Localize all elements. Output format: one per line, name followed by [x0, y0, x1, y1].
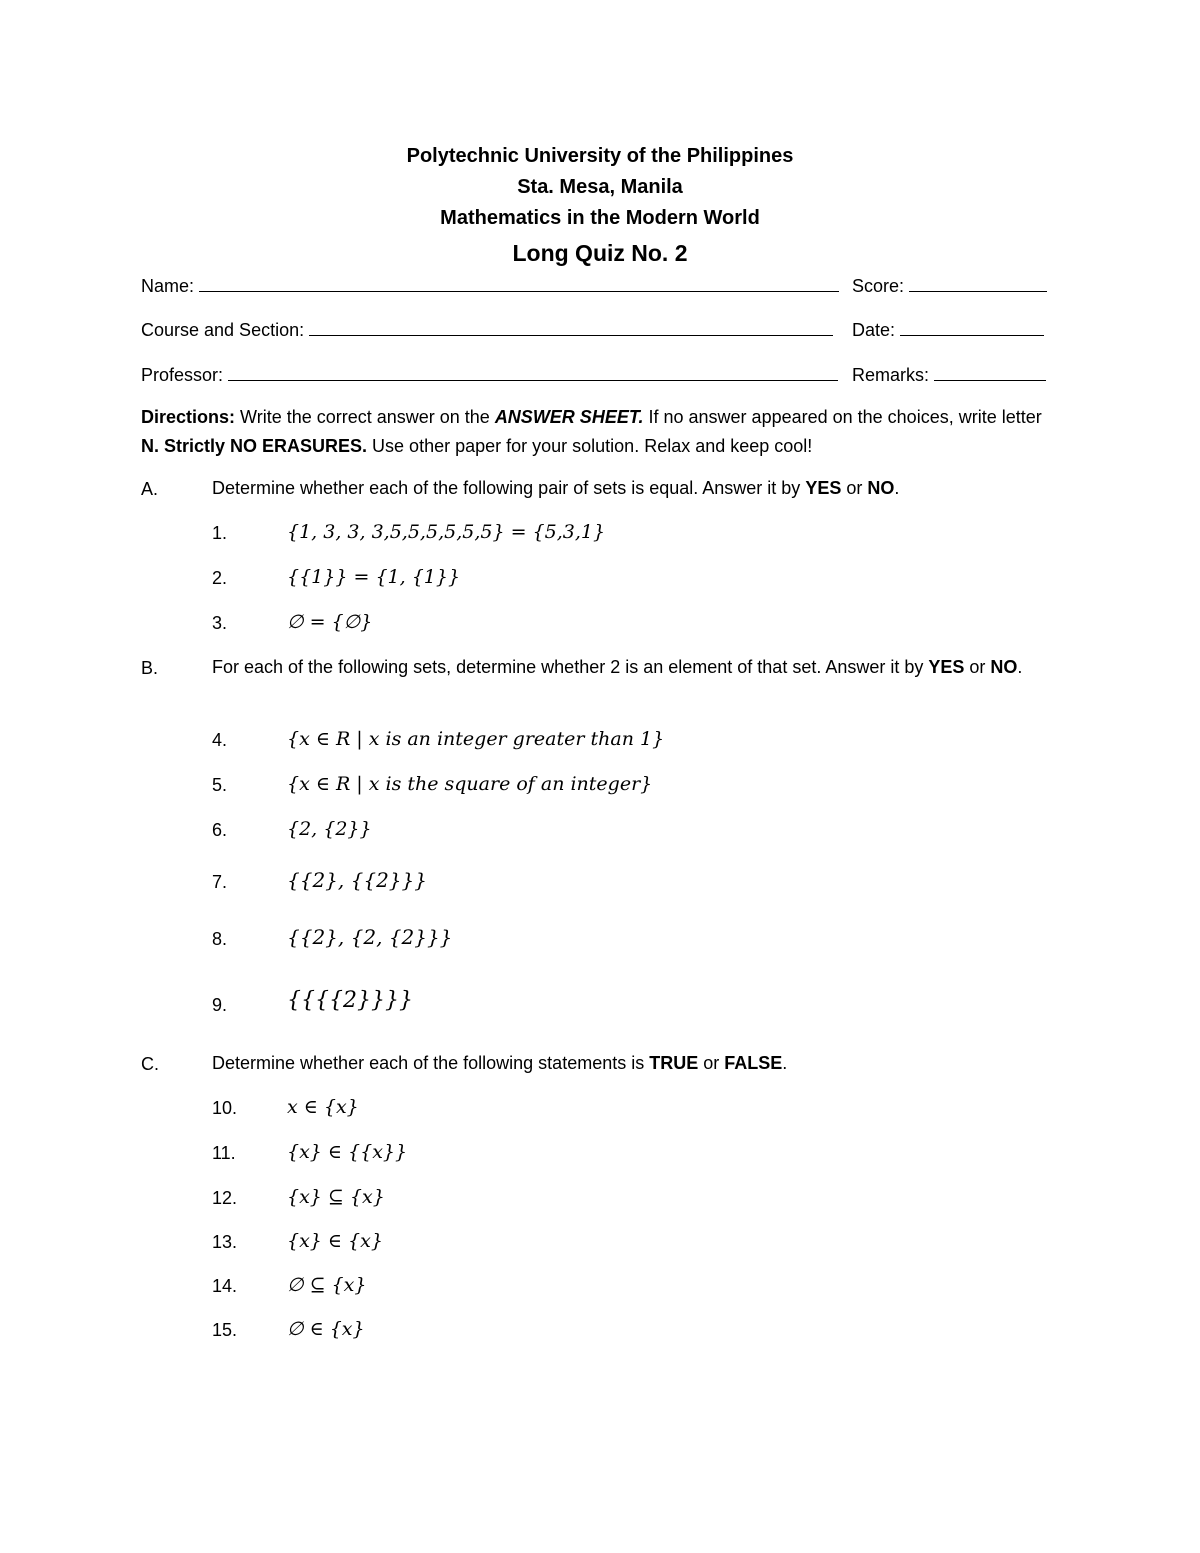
question-expression: ∅ = {∅}	[287, 611, 373, 633]
question-number: 3.	[212, 613, 228, 633]
course-section-label: Course and Section:	[141, 320, 305, 340]
directions: Directions: Write the correct answer on the ANSWER SHEET. If no answer appeared on the choices, write letter N. Strictly NO ERASURES. Use other paper for your solution. Relax and keep cool!	[141, 407, 1042, 456]
section-b-instructions: For each of the following sets, determine whether 2 is an element of that set. Answer it by YES or NO.	[212, 657, 1023, 677]
question-number: 6.	[212, 820, 228, 840]
remarks-blank[interactable]	[934, 363, 1046, 381]
question-expression: {x ∈ R | x is an integer greater than 1}	[287, 728, 665, 750]
section-c-letter: C.	[141, 1054, 159, 1074]
question-expression: {{2}, {2, {2}}}	[287, 925, 453, 949]
name-label: Name:	[141, 276, 195, 296]
question-number: 9.	[212, 995, 228, 1015]
course-section-blank[interactable]	[309, 318, 833, 336]
question-number: 11.	[212, 1143, 236, 1163]
score-field[interactable]	[852, 274, 1047, 297]
score-label: Score:	[852, 276, 905, 296]
section-a-instructions: Determine whether each of the following pair of sets is equal. Answer it by YES or NO.	[212, 478, 900, 498]
letter-n-emphasis: N. Strictly NO ERASURES.	[141, 436, 368, 456]
question-number: 8.	[212, 929, 228, 949]
question-expression: {{1}} = {1, {1}}	[287, 566, 461, 588]
name-blank[interactable]	[199, 274, 839, 292]
question-expression: {x} ⊆ {x}	[287, 1186, 385, 1208]
question-expression: {x} ∈ {x}	[287, 1230, 383, 1252]
date-blank[interactable]	[900, 318, 1044, 336]
score-blank[interactable]	[909, 274, 1047, 292]
professor-label: Professor:	[141, 365, 224, 385]
professor-blank[interactable]	[228, 363, 838, 381]
question-expression: {2, {2}}	[287, 818, 372, 840]
answer-sheet-emphasis: ANSWER SHEET.	[494, 407, 644, 427]
date-label: Date:	[852, 320, 896, 340]
directions-label: Directions:	[141, 407, 236, 427]
question-expression: ∅ ∈ {x}	[287, 1318, 365, 1340]
date-field[interactable]	[852, 318, 1044, 341]
question-number: 2.	[212, 568, 228, 588]
question-expression: {x} ∈ {{x}}	[287, 1141, 408, 1163]
question-expression: {1, 3, 3, 3,5,5,5,5,5,5} = {5,3,1}	[287, 521, 606, 543]
section-c-instructions: Determine whether each of the following statements is TRUE or FALSE.	[212, 1053, 788, 1073]
question-number: 7.	[212, 872, 228, 892]
question-expression: ∅ ⊆ {x}	[287, 1274, 367, 1296]
professor-field[interactable]	[141, 363, 838, 386]
question-expression: {{2}, {{2}}}	[287, 868, 427, 892]
question-number: 14.	[212, 1276, 238, 1296]
question-number: 12.	[212, 1188, 238, 1208]
course-title: Mathematics in the Modern World	[440, 207, 760, 229]
remarks-field[interactable]	[852, 363, 1046, 386]
quiz-title: Long Quiz No. 2	[512, 240, 688, 266]
name-field[interactable]	[141, 274, 839, 297]
university-location: Sta. Mesa, Manila	[517, 176, 683, 198]
question-expression: x ∈ {x}	[287, 1096, 359, 1118]
remarks-label: Remarks:	[852, 365, 930, 385]
question-number: 15.	[212, 1320, 238, 1340]
question-expression: {{{{2}}}}	[287, 988, 413, 1013]
question-number: 1.	[212, 523, 228, 543]
question-expression: {x ∈ R | x is the square of an integer}	[287, 773, 653, 795]
question-number: 4.	[212, 730, 228, 750]
university-name: Polytechnic University of the Philippines	[406, 145, 794, 167]
question-number: 10.	[212, 1098, 238, 1118]
course-section-field[interactable]	[141, 318, 833, 341]
question-number: 5.	[212, 775, 228, 795]
question-number: 13.	[212, 1232, 238, 1252]
section-b-letter: B.	[141, 658, 159, 678]
section-a-letter: A.	[141, 479, 159, 499]
